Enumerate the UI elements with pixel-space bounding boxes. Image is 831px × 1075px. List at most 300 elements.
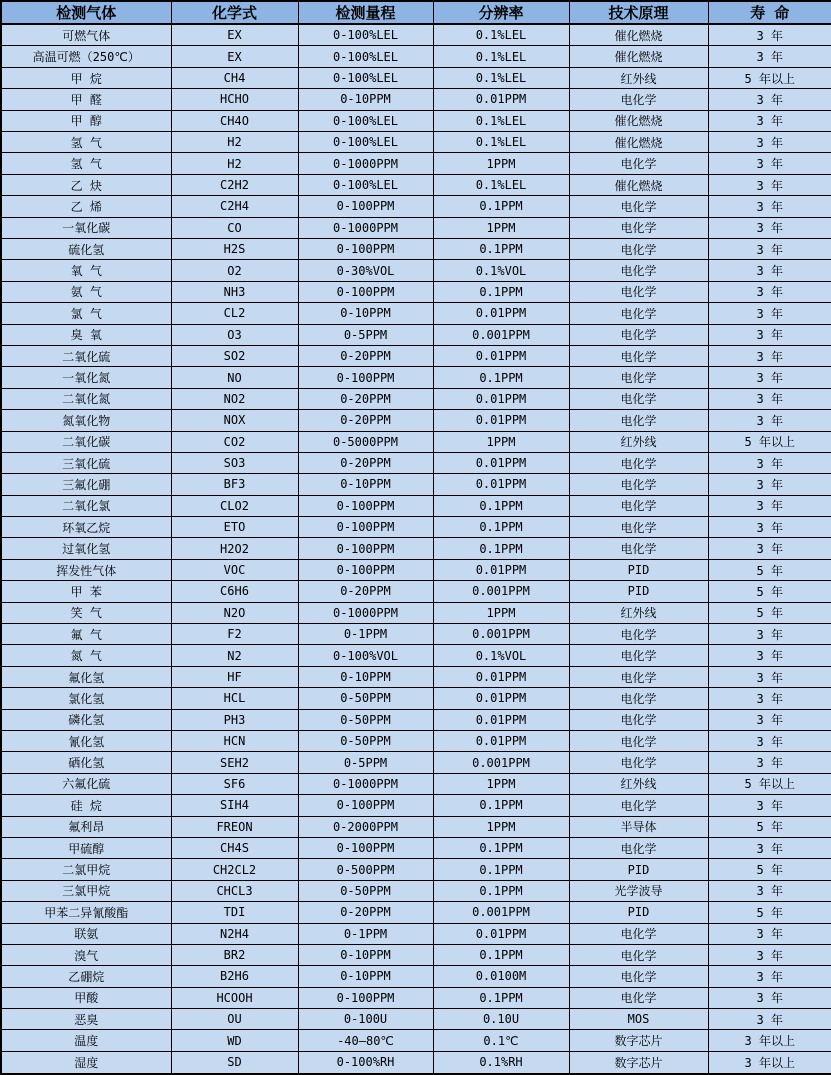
cell-lifespan: 5 年: [708, 581, 831, 602]
cell-formula: NO2: [171, 388, 298, 409]
table-row: [1, 217, 831, 238]
table-row: [1, 1009, 831, 1030]
cell-principle: 数字芯片: [569, 1051, 708, 1074]
cell-principle: PID: [569, 581, 708, 602]
cell-range: 0-10PPM: [298, 474, 433, 495]
cell-gas: 甲酸: [1, 987, 171, 1008]
cell-resolution: 0.01PPM: [433, 452, 569, 473]
cell-resolution: 0.1PPM: [433, 880, 569, 901]
table-row: [1, 730, 831, 751]
cell-range: 0-100%LEL: [298, 67, 433, 88]
cell-formula: EX: [171, 24, 298, 46]
table-row: [1, 388, 831, 409]
cell-range: 0-100PPM: [298, 517, 433, 538]
table-row: [1, 1030, 831, 1051]
cell-resolution: 0.01PPM: [433, 923, 569, 944]
cell-resolution: 0.001PPM: [433, 624, 569, 645]
cell-principle: 红外线: [569, 431, 708, 452]
cell-lifespan: 3 年: [708, 153, 831, 174]
cell-resolution: 0.1PPM: [433, 987, 569, 1008]
cell-lifespan: 3 年: [708, 666, 831, 687]
cell-principle: 电化学: [569, 709, 708, 730]
cell-range: 0-20PPM: [298, 581, 433, 602]
cell-formula: TDI: [171, 902, 298, 923]
cell-lifespan: 3 年: [708, 709, 831, 730]
cell-principle: 催化燃烧: [569, 132, 708, 153]
table-row: [1, 324, 831, 345]
cell-formula: B2H6: [171, 966, 298, 987]
cell-principle: 电化学: [569, 987, 708, 1008]
cell-lifespan: 5 年: [708, 902, 831, 923]
cell-gas: 三氟化硼: [1, 474, 171, 495]
cell-gas: 乙 炔: [1, 174, 171, 195]
cell-range: 0-1000PPM: [298, 153, 433, 174]
table-row: [1, 880, 831, 901]
cell-resolution: 1PPM: [433, 816, 569, 837]
cell-formula: CH4S: [171, 837, 298, 858]
cell-formula: SO3: [171, 452, 298, 473]
cell-principle: 电化学: [569, 89, 708, 110]
cell-range: 0-20PPM: [298, 388, 433, 409]
cell-lifespan: 3 年: [708, 89, 831, 110]
cell-gas: 高温可燃（250℃）: [1, 46, 171, 67]
table-row: [1, 110, 831, 131]
cell-resolution: 0.1PPM: [433, 538, 569, 559]
cell-lifespan: 3 年: [708, 923, 831, 944]
cell-resolution: 0.1PPM: [433, 795, 569, 816]
table-row: [1, 709, 831, 730]
cell-resolution: 0.10U: [433, 1009, 569, 1030]
cell-principle: 数字芯片: [569, 1030, 708, 1051]
cell-resolution: 0.001PPM: [433, 752, 569, 773]
cell-principle: 电化学: [569, 730, 708, 751]
table-row: [1, 773, 831, 794]
cell-range: 0-10PPM: [298, 944, 433, 965]
cell-range: 0-100PPM: [298, 196, 433, 217]
cell-lifespan: 3 年: [708, 260, 831, 281]
cell-gas: 二氧化碳: [1, 431, 171, 452]
cell-resolution: 0.01PPM: [433, 345, 569, 366]
cell-lifespan: 3 年: [708, 538, 831, 559]
cell-gas: 氧 气: [1, 260, 171, 281]
cell-range: 0-100PPM: [298, 987, 433, 1008]
cell-range: 0-100PPM: [298, 538, 433, 559]
cell-range: 0-20PPM: [298, 410, 433, 431]
cell-lifespan: 3 年: [708, 517, 831, 538]
cell-resolution: 1PPM: [433, 217, 569, 238]
cell-resolution: 0.1%LEL: [433, 132, 569, 153]
cell-principle: 电化学: [569, 345, 708, 366]
cell-lifespan: 3 年: [708, 688, 831, 709]
cell-resolution: 1PPM: [433, 431, 569, 452]
cell-lifespan: 3 年: [708, 367, 831, 388]
cell-resolution: 1PPM: [433, 602, 569, 623]
cell-lifespan: 3 年: [708, 452, 831, 473]
cell-resolution: 0.01PPM: [433, 730, 569, 751]
cell-principle: 电化学: [569, 966, 708, 987]
table-row: [1, 452, 831, 473]
cell-lifespan: 3 年以上: [708, 1030, 831, 1051]
cell-formula: EX: [171, 46, 298, 67]
cell-formula: CLO2: [171, 495, 298, 516]
cell-range: 0-5PPM: [298, 752, 433, 773]
column-header-range: 检测量程: [298, 1, 433, 24]
table-row: [1, 67, 831, 88]
cell-range: 0-100%LEL: [298, 46, 433, 67]
table-row: [1, 1051, 831, 1074]
cell-resolution: 0.1PPM: [433, 859, 569, 880]
cell-resolution: 0.01PPM: [433, 474, 569, 495]
cell-range: 0-50PPM: [298, 709, 433, 730]
cell-lifespan: 3 年: [708, 110, 831, 131]
cell-range: 0-30%VOL: [298, 260, 433, 281]
cell-gas: 三氧化硫: [1, 452, 171, 473]
cell-gas: 臭 氧: [1, 324, 171, 345]
cell-gas: 联氨: [1, 923, 171, 944]
cell-resolution: 0.1%LEL: [433, 24, 569, 46]
cell-gas: 氮氧化物: [1, 410, 171, 431]
cell-lifespan: 3 年: [708, 217, 831, 238]
cell-formula: SF6: [171, 773, 298, 794]
cell-principle: 电化学: [569, 239, 708, 260]
cell-principle: 电化学: [569, 281, 708, 302]
cell-lifespan: 5 年以上: [708, 773, 831, 794]
cell-lifespan: 3 年: [708, 624, 831, 645]
cell-formula: SD: [171, 1051, 298, 1074]
cell-resolution: 0.1PPM: [433, 837, 569, 858]
cell-principle: 催化燃烧: [569, 46, 708, 67]
table-row: [1, 559, 831, 580]
cell-formula: NOX: [171, 410, 298, 431]
cell-formula: BF3: [171, 474, 298, 495]
table-row: [1, 89, 831, 110]
cell-formula: N2: [171, 645, 298, 666]
cell-range: 0-100%RH: [298, 1051, 433, 1074]
cell-range: 0-500PPM: [298, 859, 433, 880]
cell-principle: PID: [569, 859, 708, 880]
cell-gas: 硫化氢: [1, 239, 171, 260]
cell-formula: OU: [171, 1009, 298, 1030]
cell-resolution: 0.1%VOL: [433, 260, 569, 281]
cell-range: 0-10PPM: [298, 666, 433, 687]
cell-lifespan: 3 年: [708, 388, 831, 409]
cell-range: 0-1000PPM: [298, 602, 433, 623]
table-row: [1, 987, 831, 1008]
cell-lifespan: 3 年: [708, 752, 831, 773]
cell-resolution: 0.01PPM: [433, 559, 569, 580]
cell-principle: PID: [569, 559, 708, 580]
table-row: [1, 645, 831, 666]
cell-gas: 一氧化碳: [1, 217, 171, 238]
cell-formula: C2H2: [171, 174, 298, 195]
cell-lifespan: 3 年: [708, 239, 831, 260]
cell-formula: HCOOH: [171, 987, 298, 1008]
cell-gas: 甲 烷: [1, 67, 171, 88]
table-row: [1, 538, 831, 559]
cell-resolution: 0.01PPM: [433, 89, 569, 110]
cell-gas: 氟 气: [1, 624, 171, 645]
cell-lifespan: 3 年: [708, 795, 831, 816]
table-row: [1, 923, 831, 944]
cell-range: 0-20PPM: [298, 452, 433, 473]
cell-resolution: 0.01PPM: [433, 666, 569, 687]
cell-resolution: 0.1PPM: [433, 281, 569, 302]
table-body: [1, 24, 831, 1074]
cell-gas: 恶臭: [1, 1009, 171, 1030]
cell-gas: 硒化氢: [1, 752, 171, 773]
cell-range: 0-10PPM: [298, 966, 433, 987]
cell-resolution: 0.1%VOL: [433, 645, 569, 666]
cell-lifespan: 3 年: [708, 410, 831, 431]
table-row: [1, 859, 831, 880]
cell-resolution: 0.1%LEL: [433, 110, 569, 131]
table-row: [1, 46, 831, 67]
cell-formula: CL2: [171, 303, 298, 324]
cell-gas: 氟利昂: [1, 816, 171, 837]
cell-formula: HCN: [171, 730, 298, 751]
cell-range: 0-10PPM: [298, 89, 433, 110]
cell-gas: 硅 烷: [1, 795, 171, 816]
cell-lifespan: 3 年: [708, 880, 831, 901]
cell-principle: 电化学: [569, 837, 708, 858]
table-row: [1, 132, 831, 153]
cell-range: 0-20PPM: [298, 902, 433, 923]
cell-range: 0-100PPM: [298, 495, 433, 516]
cell-formula: C6H6: [171, 581, 298, 602]
cell-formula: PH3: [171, 709, 298, 730]
cell-principle: 电化学: [569, 196, 708, 217]
cell-principle: 电化学: [569, 474, 708, 495]
cell-gas: 溴气: [1, 944, 171, 965]
cell-lifespan: 3 年: [708, 24, 831, 46]
cell-resolution: 0.1%RH: [433, 1051, 569, 1074]
cell-gas: 六氟化硫: [1, 773, 171, 794]
cell-range: 0-2000PPM: [298, 816, 433, 837]
column-header-resolution: 分辨率: [433, 1, 569, 24]
table-row: [1, 581, 831, 602]
cell-range: 0-100%VOL: [298, 645, 433, 666]
cell-range: 0-100PPM: [298, 281, 433, 302]
cell-range: 0-100%LEL: [298, 132, 433, 153]
cell-lifespan: 3 年: [708, 174, 831, 195]
cell-formula: H2S: [171, 239, 298, 260]
cell-resolution: 0.001PPM: [433, 581, 569, 602]
cell-principle: 电化学: [569, 388, 708, 409]
table-row: [1, 752, 831, 773]
cell-resolution: 0.001PPM: [433, 324, 569, 345]
cell-principle: PID: [569, 902, 708, 923]
cell-lifespan: 3 年: [708, 645, 831, 666]
cell-principle: 电化学: [569, 153, 708, 174]
cell-resolution: 0.1PPM: [433, 495, 569, 516]
cell-formula: CO2: [171, 431, 298, 452]
cell-lifespan: 3 年: [708, 281, 831, 302]
table-row: [1, 367, 831, 388]
cell-formula: FREON: [171, 816, 298, 837]
cell-gas: 氮 气: [1, 645, 171, 666]
cell-formula: N2O: [171, 602, 298, 623]
cell-lifespan: 5 年: [708, 816, 831, 837]
cell-formula: CHCL3: [171, 880, 298, 901]
cell-gas: 温度: [1, 1030, 171, 1051]
cell-gas: 甲硫醇: [1, 837, 171, 858]
table-row: [1, 260, 831, 281]
cell-range: 0-100%LEL: [298, 110, 433, 131]
cell-principle: 催化燃烧: [569, 174, 708, 195]
cell-resolution: 0.1PPM: [433, 196, 569, 217]
cell-lifespan: 3 年: [708, 324, 831, 345]
cell-formula: SEH2: [171, 752, 298, 773]
cell-resolution: 0.01PPM: [433, 388, 569, 409]
cell-principle: 电化学: [569, 452, 708, 473]
cell-range: 0-100PPM: [298, 559, 433, 580]
cell-formula: CO: [171, 217, 298, 238]
table-row: [1, 902, 831, 923]
cell-gas: 氟化氢: [1, 666, 171, 687]
column-header-lifespan: 寿 命: [708, 1, 831, 24]
header-row: [1, 1, 831, 24]
cell-principle: 电化学: [569, 538, 708, 559]
cell-lifespan: 3 年: [708, 987, 831, 1008]
cell-range: 0-100%LEL: [298, 174, 433, 195]
table-header: [1, 1, 831, 24]
table-row: [1, 24, 831, 46]
cell-range: 0-1PPM: [298, 923, 433, 944]
table-row: [1, 795, 831, 816]
table-row: [1, 474, 831, 495]
cell-principle: 电化学: [569, 217, 708, 238]
cell-gas: 乙硼烷: [1, 966, 171, 987]
cell-principle: 电化学: [569, 303, 708, 324]
cell-principle: 电化学: [569, 923, 708, 944]
cell-range: 0-100PPM: [298, 367, 433, 388]
cell-gas: 氯化氢: [1, 688, 171, 709]
cell-gas: 二氯甲烷: [1, 859, 171, 880]
table-row: [1, 281, 831, 302]
table-row: [1, 303, 831, 324]
cell-range: 0-10PPM: [298, 303, 433, 324]
table-row: [1, 688, 831, 709]
cell-principle: 电化学: [569, 517, 708, 538]
cell-gas: 湿度: [1, 1051, 171, 1074]
cell-lifespan: 5 年: [708, 602, 831, 623]
cell-formula: F2: [171, 624, 298, 645]
cell-gas: 可燃气体: [1, 24, 171, 46]
cell-gas: 氰化氢: [1, 730, 171, 751]
cell-lifespan: 3 年: [708, 46, 831, 67]
cell-gas: 二氧化硫: [1, 345, 171, 366]
cell-range: -40—80℃: [298, 1030, 433, 1051]
column-header-principle: 技术原理: [569, 1, 708, 24]
cell-lifespan: 3 年: [708, 196, 831, 217]
cell-principle: 电化学: [569, 752, 708, 773]
cell-resolution: 0.1%LEL: [433, 46, 569, 67]
table-row: [1, 431, 831, 452]
table-row: [1, 153, 831, 174]
cell-range: 0-100PPM: [298, 837, 433, 858]
cell-principle: 电化学: [569, 645, 708, 666]
table-row: [1, 602, 831, 623]
cell-gas: 甲苯二异氰酸酯: [1, 902, 171, 923]
cell-gas: 环氧乙烷: [1, 517, 171, 538]
cell-resolution: 1PPM: [433, 773, 569, 794]
cell-formula: NH3: [171, 281, 298, 302]
cell-range: 0-20PPM: [298, 345, 433, 366]
table-row: [1, 196, 831, 217]
table-row: [1, 345, 831, 366]
cell-formula: O3: [171, 324, 298, 345]
table-row: [1, 495, 831, 516]
cell-gas: 一氧化氮: [1, 367, 171, 388]
table-row: [1, 410, 831, 431]
cell-gas: 过氧化氢: [1, 538, 171, 559]
cell-gas: 氢 气: [1, 132, 171, 153]
cell-gas: 二氧化氮: [1, 388, 171, 409]
cell-lifespan: 5 年以上: [708, 67, 831, 88]
cell-gas: 磷化氢: [1, 709, 171, 730]
cell-gas: 氨 气: [1, 281, 171, 302]
table-row: [1, 966, 831, 987]
cell-formula: H2O2: [171, 538, 298, 559]
cell-formula: N2H4: [171, 923, 298, 944]
cell-lifespan: 3 年以上: [708, 1051, 831, 1074]
cell-formula: HCL: [171, 688, 298, 709]
cell-formula: CH2CL2: [171, 859, 298, 880]
cell-principle: 电化学: [569, 324, 708, 345]
cell-principle: 电化学: [569, 495, 708, 516]
cell-formula: CH4: [171, 67, 298, 88]
cell-resolution: 0.0100M: [433, 966, 569, 987]
cell-principle: 电化学: [569, 367, 708, 388]
cell-range: 0-100U: [298, 1009, 433, 1030]
cell-range: 0-1000PPM: [298, 217, 433, 238]
cell-lifespan: 3 年: [708, 966, 831, 987]
cell-formula: H2: [171, 132, 298, 153]
table-row: [1, 239, 831, 260]
cell-resolution: 0.1PPM: [433, 944, 569, 965]
cell-resolution: 0.1PPM: [433, 517, 569, 538]
cell-range: 0-50PPM: [298, 730, 433, 751]
cell-range: 0-1000PPM: [298, 773, 433, 794]
cell-gas: 氢 气: [1, 153, 171, 174]
cell-resolution: 0.01PPM: [433, 410, 569, 431]
cell-formula: BR2: [171, 944, 298, 965]
cell-lifespan: 3 年: [708, 303, 831, 324]
cell-principle: 催化燃烧: [569, 110, 708, 131]
cell-gas: 甲 醇: [1, 110, 171, 131]
cell-resolution: 0.1%LEL: [433, 67, 569, 88]
cell-range: 0-100%LEL: [298, 24, 433, 46]
cell-resolution: 0.01PPM: [433, 709, 569, 730]
cell-formula: CH4O: [171, 110, 298, 131]
cell-formula: HF: [171, 666, 298, 687]
cell-lifespan: 3 年: [708, 730, 831, 751]
cell-principle: 红外线: [569, 67, 708, 88]
cell-formula: NO: [171, 367, 298, 388]
table-row: [1, 816, 831, 837]
cell-resolution: 0.1PPM: [433, 239, 569, 260]
cell-formula: SO2: [171, 345, 298, 366]
table-row: [1, 666, 831, 687]
cell-principle: 红外线: [569, 602, 708, 623]
cell-resolution: 0.001PPM: [433, 902, 569, 923]
cell-resolution: 0.01PPM: [433, 688, 569, 709]
cell-gas: 笑 气: [1, 602, 171, 623]
cell-lifespan: 5 年: [708, 859, 831, 880]
cell-principle: 电化学: [569, 944, 708, 965]
cell-gas: 甲 苯: [1, 581, 171, 602]
cell-principle: 电化学: [569, 260, 708, 281]
